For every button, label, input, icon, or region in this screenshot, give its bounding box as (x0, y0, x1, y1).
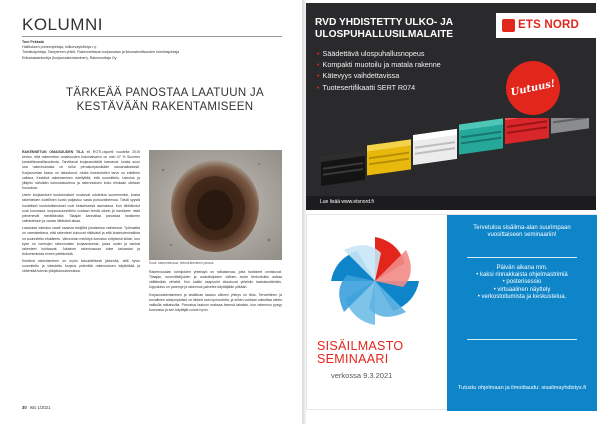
section-divider (22, 36, 282, 37)
photo-caption: Kuva: rakenneavaus, betonirakenteen poraus. (149, 261, 215, 265)
author-name: Toni Pekkala (22, 40, 44, 44)
ad-footer (306, 196, 596, 210)
feature-list (317, 48, 441, 93)
ets-logo-icon (502, 19, 515, 32)
badge-text: Uutuus! (509, 77, 557, 99)
brand-line: SISÄILMASTO (317, 339, 404, 353)
author-role: Toimitusjohtaja, Tampereen yhtiöt, Rakennettavan korjausalan ja ikkunateollisuuden toimitusjohtaja (22, 50, 180, 55)
profile-black (321, 150, 365, 186)
author-role: Erikoisasiantuntija (korjausrakentaminen), Rakennuttaja Oy (22, 55, 117, 60)
article-paragraph: Laadukas toteutus vaatii osaavia tekijöitä jokaisessa vaiheessa. Työmaalla on varmistettava, että rakenteet kuivuvat riittävästi ja että kosteudenhallinta on suunniteltu etukäteen. Valvonnan merkitys korostuu erityisesti silloin, kun kyse on vanhojen rakennusten korjaamisesta, jossa uudet ja vanhat rakenteet kohtaavat. Jokainen rakennusosa tulee tarkastaa ja dokumentoida ennen peittämistä. (22, 226, 140, 256)
program-line: Päivän aikana mm. (496, 265, 548, 271)
logo-text: ETS NORD (518, 19, 580, 31)
author-role: Hallituksen puheenjohtaja, Isiikorvayhdistys r.y. (22, 45, 97, 50)
ets-nord-logo (496, 13, 596, 38)
program-line: • virtuaalinen näyttely (493, 286, 551, 293)
lead-in: RAKENNETUN OMAISUUDEN TILA (22, 150, 84, 154)
article-headline: TÄRKEÄÄ PANOSTAA LAATUUN JA KESTÄVÄÄN RAKENTAMISEEN (66, 87, 264, 113)
article-paragraph (22, 150, 140, 191)
feature-item: • Kätevyys vaihdettavissa (317, 70, 441, 81)
seminar-brand (317, 340, 447, 366)
core-hole-image (149, 150, 282, 260)
article-photo (149, 150, 282, 260)
seminar-ad[interactable] (306, 214, 596, 410)
divider (467, 257, 577, 258)
ad-link[interactable]: Lue lisää www.etsnord.fi (320, 199, 374, 205)
article-paragraph: Rakennusalan toimijoiden yhteistyö on ratkaisevaa, jotta hankkeet onnistuvat. Tilaajan, suunnittelijoiden ja urakoitsijoiden välinen avoin tiedonkulku auttaa välttämään virheitä. Kun kaikki osapuolet sitoutuvat yhteisiin laatutavoitteisiin, lopputulos on parempi ja rakennus palvelee käyttäjiään pitkään. (149, 270, 282, 290)
author-block (22, 40, 282, 61)
article-column-2 (149, 270, 282, 410)
program-line: • verkostoitumista ja keskustelua. (477, 293, 567, 300)
product-profiles-image (321, 118, 591, 198)
brand-line: SEMINAARI (317, 352, 389, 366)
program-line: • posterisessio (502, 279, 542, 286)
section-title: KOLUMNI (22, 15, 103, 34)
program-line: • kaksi rinnakkaista ohjelmastrimiä (476, 272, 568, 279)
profile-yellow (367, 139, 411, 175)
profile-white (413, 129, 457, 165)
ets-nord-ad[interactable] (306, 3, 596, 210)
new-badge (501, 56, 565, 120)
feature-item: • Kompakti muotoilu ja matala rakenne (317, 59, 441, 70)
paragraph-text: eli ROTI-raportti vuodelta 2019 kertoo, että rakennetun omaisuuden kokonaisarvo on noin 47 % Suomen kansallisvarallisuudesta. Tarvittavat korjausmäärät kasvavat, koska suuri osa rakennuksista on tullut peruskorjausikään samanaikaisesti. Korjausvelan kasvu on hidastunut, mutta investointien tarve on edelleen valtava. Kestävä rakentaminen edellyttää, että suunnittelu, toteutus ja ylläpito nähdään kokonaisuutena ja rakennuksen koko elinkaari otetaan huomioon. (22, 150, 140, 191)
page-number: 30 (22, 405, 27, 410)
seminar-pinwheel-logo (327, 233, 423, 329)
divider (467, 339, 577, 340)
feature-item: • Säädettävä ulospuhallusnopeus (317, 48, 441, 59)
welcome-text: Tervetuloa sisäilma-alan suurimpaan vuosittaiseen seminaariin! (473, 225, 571, 239)
profile-grey (551, 118, 589, 134)
article-paragraph: Kestävä rakentaminen on myös taloudellisesti järkevää, sillä hyvin suunniteltu ja toteutettu korjaus pidentää rakennuksen käyttöikää ja vähentää tulevia ylläpitokustannuksia. (22, 259, 140, 274)
ads-page (306, 0, 600, 424)
seminar-info-panel (447, 215, 597, 411)
signup-text[interactable]: Tutustu ohjelmaan ja ilmoittaudu: sisailmayhdistys.fi (457, 385, 587, 391)
page-folio (22, 405, 50, 410)
seminar-date: verkossa 9.3.2021 (331, 371, 393, 380)
profile-red (505, 118, 549, 144)
article-paragraph: Korjausrakentamisen ja sisäilman laadun välinen yhteys on tiivis. Terveellinen ja turvallinen sisäympäristö on tärkeä osa hyvinvointia, ja siihen voidaan vaikuttaa oikein valituilla ratkaisuilla. Panostus laatuun maksaa itsensä takaisin, kun rakennus pysyy kunnossa ja sen käyttäjät voivat hyvin. (149, 292, 282, 313)
program-list (457, 265, 587, 301)
profile-teal (459, 118, 503, 154)
ad-title: RVD YHDISTETTY ULKO- JA ULOSPUHALLUSILMALAITE (315, 17, 454, 40)
magazine-issue: Isto 1/2021 (29, 405, 51, 410)
article-column-1 (22, 150, 140, 408)
feature-item: • Tuotesertifikaatti SERT R074 (317, 82, 441, 93)
article-paragraph: Usein korjaamisen kustannukset nousevat odotettua suuremmiksi, koska rakenteiden todellinen kunto paljastuu vasta purkuvaiheessa. Tästä syystä huolelliset kuntotutkimukset ovat keskeisessä asemassa. Kun lähtötiedot ovat kunnossa, korjaussuunnittelu voidaan tehdä oikein ja hankkeen riskit pienenevät merkittävästi. Tilaajan kannattaa panostaa hankkeen valmisteluun ja varata riittävästi aikaa. (22, 193, 140, 224)
